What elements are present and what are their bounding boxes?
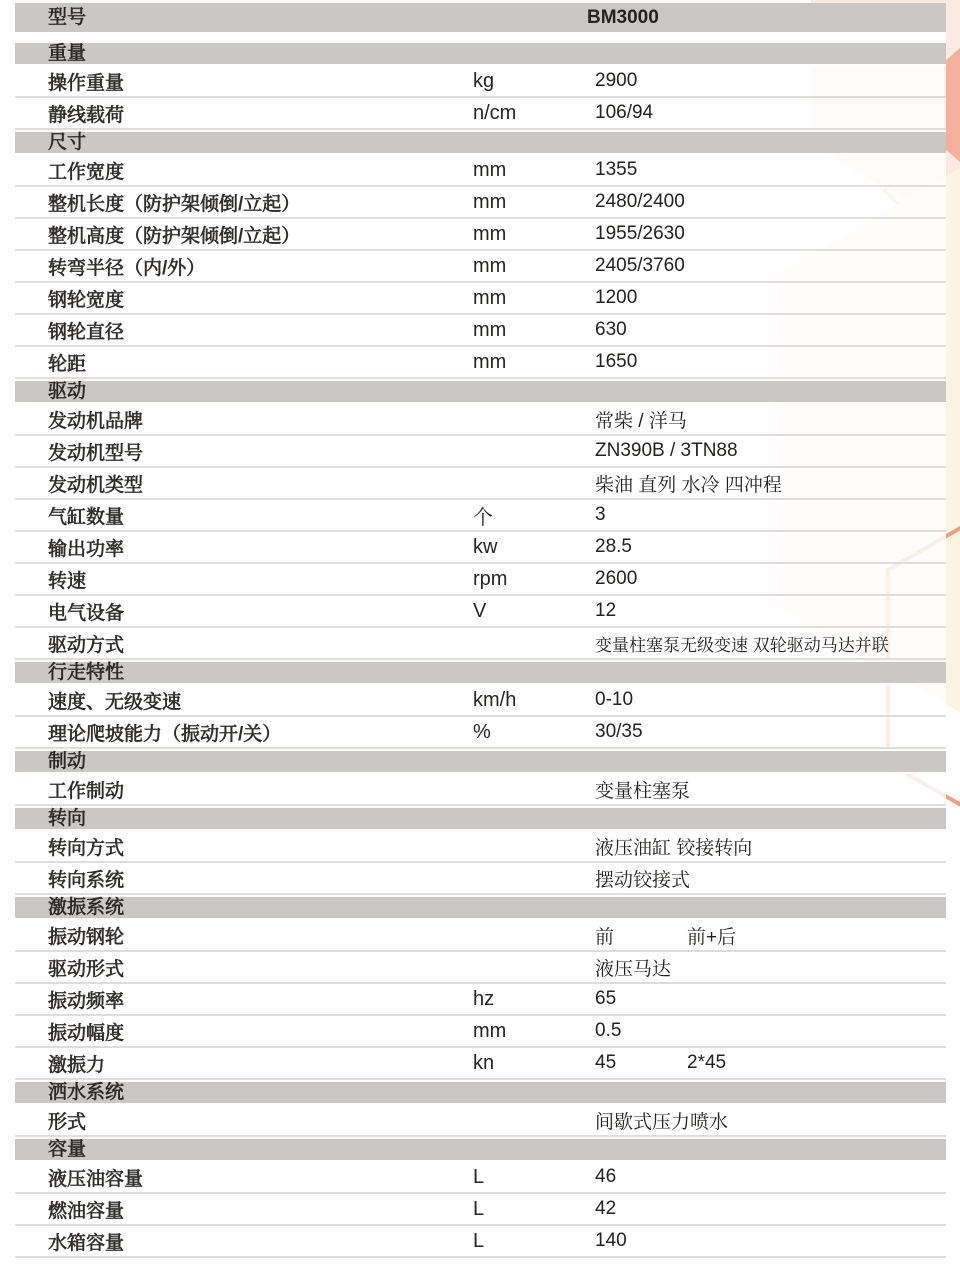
- hexagon-salmon-accent-icon: [944, 48, 960, 162]
- spec-value: ZN390B / 3TN88: [587, 436, 946, 466]
- spec-label: 轮距: [48, 353, 87, 375]
- spec-unit: mm: [457, 251, 587, 281]
- spec-label: 钢轮直径: [48, 321, 125, 343]
- spec-label: 速度、无级变速: [48, 691, 182, 713]
- section-header: [15, 1137, 946, 1162]
- spec-label: 气缸数量: [48, 506, 125, 528]
- spec-value: 1355: [587, 155, 946, 185]
- spec-label: 水箱容量: [48, 1232, 125, 1254]
- spec-value: 变量柱塞泵无级变速 双轮驱动马达并联: [587, 628, 946, 658]
- spec-value: 2600: [587, 564, 946, 594]
- spec-label: 激振力: [48, 1054, 106, 1076]
- spec-value: 前: [587, 920, 675, 950]
- spec-label: 整机高度（防护架倾倒/立起）: [48, 225, 301, 247]
- spec-value: 45: [587, 1048, 675, 1078]
- section-header: [15, 379, 946, 404]
- spec-row: [15, 920, 946, 952]
- spec-label: 电气设备: [48, 602, 125, 624]
- spec-unit: 个: [457, 500, 587, 530]
- spec-row: [15, 1016, 946, 1048]
- spec-value: 28.5: [587, 532, 946, 562]
- spec-label: 燃油容量: [48, 1200, 125, 1222]
- section-title: 驱动: [48, 381, 87, 402]
- spec-value: 3: [587, 500, 946, 530]
- spec-value-secondary: 前+后: [675, 920, 946, 950]
- spec-label: 工作制动: [48, 780, 125, 802]
- spec-table: [15, 3, 946, 1258]
- spec-unit: [457, 863, 587, 893]
- spec-unit: V: [457, 596, 587, 626]
- spec-unit: [457, 952, 587, 982]
- section-header: [15, 41, 946, 66]
- spec-label: 整机长度（防护架倾倒/立起）: [48, 193, 301, 215]
- model-row: [15, 3, 946, 32]
- spec-unit: n/cm: [457, 98, 587, 128]
- spec-unit: [457, 831, 587, 861]
- spec-value: 2480/2400: [587, 187, 946, 217]
- spec-unit: km/h: [457, 685, 587, 715]
- spec-value: 106/94: [587, 98, 946, 128]
- section-header: [15, 749, 946, 774]
- spec-unit: mm: [457, 187, 587, 217]
- spec-value: 柴油 直列 水冷 四冲程: [587, 468, 946, 498]
- spec-unit: [457, 774, 587, 804]
- spec-value: 变量柱塞泵: [587, 774, 946, 804]
- spec-row: [15, 532, 946, 564]
- section-header: [15, 1080, 946, 1105]
- spec-label: 输出功率: [48, 538, 125, 560]
- spec-row: [15, 219, 946, 251]
- spec-row: [15, 628, 946, 660]
- spec-value: 液压马达: [587, 952, 946, 982]
- spec-label: 转弯半径（内/外）: [48, 257, 206, 279]
- spec-value: 30/35: [587, 717, 946, 747]
- spec-row: [15, 468, 946, 500]
- spec-row: [15, 1048, 946, 1080]
- spec-row: [15, 952, 946, 984]
- spec-row: [15, 187, 946, 219]
- spec-row: [15, 251, 946, 283]
- spec-unit: kg: [457, 66, 587, 96]
- spec-row: [15, 596, 946, 628]
- section-title: 转向: [48, 808, 87, 829]
- spec-label: 液压油容量: [48, 1168, 144, 1190]
- section-header: [15, 660, 946, 685]
- spec-value: 0-10: [587, 685, 946, 715]
- spec-unit: mm: [457, 1016, 587, 1046]
- spec-label: 操作重量: [48, 72, 125, 94]
- spec-row: [15, 155, 946, 187]
- spec-unit: [457, 628, 587, 658]
- spec-unit: L: [457, 1226, 587, 1256]
- spec-row: [15, 404, 946, 436]
- spec-row: [15, 500, 946, 532]
- spec-unit: mm: [457, 347, 587, 377]
- section-title: 行走特性: [48, 662, 125, 683]
- spec-row: [15, 685, 946, 717]
- spec-row: [15, 283, 946, 315]
- spec-label: 发动机型号: [48, 442, 144, 464]
- spec-value: 液压油缸 铰接转向: [587, 831, 946, 861]
- spec-label: 转向方式: [48, 837, 125, 859]
- spec-row: [15, 1162, 946, 1194]
- spec-label: 驱动方式: [48, 634, 125, 656]
- spec-unit: L: [457, 1194, 587, 1224]
- spec-value: 0.5: [587, 1016, 946, 1046]
- spec-row: [15, 717, 946, 749]
- spec-label: 静线载荷: [48, 104, 125, 126]
- spec-value: 1650: [587, 347, 946, 377]
- spec-value-secondary: 2*45: [675, 1048, 946, 1078]
- spec-unit: mm: [457, 155, 587, 185]
- section-header: [15, 806, 946, 831]
- spec-value: 12: [587, 596, 946, 626]
- spec-label: 转向系统: [48, 869, 125, 891]
- spec-value: 摆动铰接式: [587, 863, 946, 893]
- spec-row: [15, 347, 946, 379]
- spec-row: [15, 98, 946, 130]
- section-title: 洒水系统: [48, 1082, 125, 1103]
- section-title: 重量: [48, 43, 87, 64]
- spec-row: [15, 1226, 946, 1258]
- table-gap: [15, 32, 946, 41]
- spec-label: 振动幅度: [48, 1022, 125, 1044]
- spec-unit: kw: [457, 532, 587, 562]
- spec-value: 140: [587, 1226, 946, 1256]
- spec-row: [15, 564, 946, 596]
- spec-value: 42: [587, 1194, 946, 1224]
- spec-unit: L: [457, 1162, 587, 1192]
- section-title: 制动: [48, 751, 87, 772]
- spec-unit: rpm: [457, 564, 587, 594]
- spec-row: [15, 984, 946, 1016]
- spec-unit: [457, 404, 587, 434]
- spec-label: 驱动形式: [48, 958, 125, 980]
- spec-value: 常柴 / 洋马: [587, 404, 946, 434]
- spec-row: [15, 436, 946, 468]
- spec-label: 发动机类型: [48, 474, 144, 496]
- spec-label: 理论爬坡能力（振动开/关）: [48, 723, 282, 745]
- spec-value: 46: [587, 1162, 946, 1192]
- spec-row: [15, 315, 946, 347]
- spec-unit: kn: [457, 1048, 587, 1078]
- spec-label: 钢轮宽度: [48, 289, 125, 311]
- spec-unit: [457, 1105, 587, 1135]
- spec-label: 发动机品牌: [48, 410, 144, 432]
- spec-unit: [457, 468, 587, 498]
- table-body: [15, 41, 946, 1258]
- spec-label: 形式: [48, 1111, 87, 1133]
- section-header: [15, 130, 946, 155]
- spec-row: [15, 1194, 946, 1226]
- spec-unit: hz: [457, 984, 587, 1014]
- spec-row: [15, 863, 946, 895]
- section-title: 容量: [48, 1139, 87, 1160]
- spec-value: 1955/2630: [587, 219, 946, 249]
- spec-row: [15, 831, 946, 863]
- section-header: [15, 895, 946, 920]
- spec-row: [15, 66, 946, 98]
- spec-row: [15, 1105, 946, 1137]
- spec-value: 1200: [587, 283, 946, 313]
- spec-value: 65: [587, 984, 946, 1014]
- spec-unit: [457, 920, 587, 950]
- spec-unit: mm: [457, 315, 587, 345]
- spec-label: 转速: [48, 570, 87, 592]
- spec-label: 工作宽度: [48, 161, 125, 183]
- section-title: 尺寸: [48, 132, 87, 153]
- spec-value: 630: [587, 315, 946, 345]
- spec-unit: mm: [457, 219, 587, 249]
- model-value: BM3000: [587, 7, 659, 28]
- spec-unit: %: [457, 717, 587, 747]
- section-title: 激振系统: [48, 897, 125, 918]
- spec-value: 2405/3760: [587, 251, 946, 281]
- spec-unit: [457, 436, 587, 466]
- spec-label: 振动钢轮: [48, 926, 125, 948]
- spec-unit: mm: [457, 283, 587, 313]
- model-label: 型号: [48, 7, 87, 28]
- spec-value: 间歇式压力喷水: [587, 1105, 946, 1135]
- spec-label: 振动频率: [48, 990, 125, 1012]
- spec-row: [15, 774, 946, 806]
- spec-value: 2900: [587, 66, 946, 96]
